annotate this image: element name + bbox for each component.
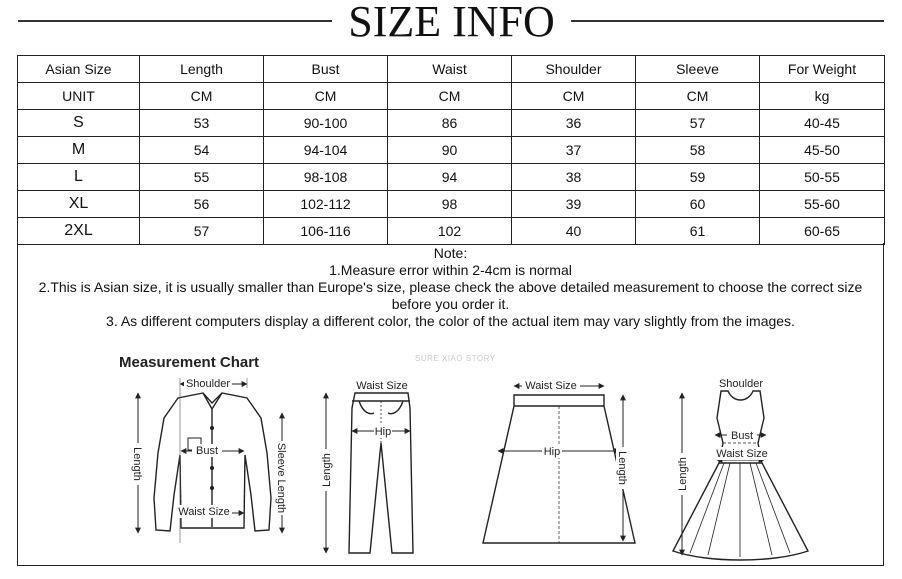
dress-waist-label: Waist Size — [716, 448, 768, 460]
size-cell: 2XL — [18, 218, 140, 245]
table-row — [18, 191, 885, 218]
table-cell: 53 — [140, 110, 264, 137]
dress-bust-label: Bust — [730, 430, 754, 442]
unit-cell: CM — [636, 83, 760, 110]
table-cell: 59 — [636, 164, 760, 191]
note-line-1: 1.Measure error within 2-4cm is normal — [329, 262, 572, 278]
unit-cell: CM — [140, 83, 264, 110]
shirt-shoulder-label: Shoulder — [185, 378, 231, 390]
unit-cell: CM — [388, 83, 512, 110]
note-heading: Note: — [433, 245, 468, 261]
size-cell: M — [18, 137, 140, 164]
table-cell: 37 — [512, 137, 636, 164]
column-header: Asian Size — [18, 56, 140, 83]
table-row — [18, 137, 885, 164]
dress-length-label: Length — [677, 457, 689, 491]
table-cell: 54 — [140, 137, 264, 164]
pants-hip-label: Hip — [374, 426, 392, 438]
measurement-chart-title: Measurement Chart — [119, 354, 260, 371]
table-cell: 36 — [512, 110, 636, 137]
pants-length-label: Length — [321, 453, 333, 487]
table-cell: 56 — [140, 191, 264, 218]
unit-cell: CM — [264, 83, 388, 110]
size-cell: S — [18, 110, 140, 137]
column-header: For Weight — [760, 56, 885, 83]
table-cell: 61 — [636, 218, 760, 245]
title-rule-left — [18, 20, 332, 22]
note-line-2: 2.This is Asian size, it is usually smaller than Europe's size, please check the above detailed measurement to choose the correct size — [38, 279, 863, 295]
table-cell: 39 — [512, 191, 636, 218]
column-header: Shoulder — [512, 56, 636, 83]
unit-cell: kg — [760, 83, 885, 110]
unit-row — [18, 83, 885, 110]
size-cell: L — [18, 164, 140, 191]
column-header: Waist — [388, 56, 512, 83]
table-cell: 60 — [636, 191, 760, 218]
shirt-bust-label: Bust — [195, 445, 219, 457]
unit-cell: CM — [512, 83, 636, 110]
table-cell: 106-116 — [264, 218, 388, 245]
table-cell: 55 — [140, 164, 264, 191]
column-header: Sleeve — [636, 56, 760, 83]
skirt-waist-label: Waist Size — [525, 380, 577, 392]
pants-diagram — [349, 393, 413, 553]
title-row — [0, 0, 902, 52]
table-cell: 50-55 — [760, 164, 885, 191]
size-table — [17, 55, 885, 245]
table-cell: 55-60 — [760, 191, 885, 218]
table-cell: 60-65 — [760, 218, 885, 245]
table-cell: 98 — [388, 191, 512, 218]
table-cell: 40-45 — [760, 110, 885, 137]
table-row — [18, 218, 885, 245]
header-row — [18, 56, 885, 83]
table-row — [18, 164, 885, 191]
column-header: Length — [140, 56, 264, 83]
measurement-diagrams — [18, 243, 883, 565]
skirt-length-label: Length — [616, 451, 628, 485]
table-cell: 102-112 — [264, 191, 388, 218]
note-line-2-cont: before you order it. — [391, 296, 510, 312]
table-cell: 90 — [388, 137, 512, 164]
shirt-waist-label: Waist Size — [178, 506, 230, 518]
pants-waist-label: Waist Size — [356, 380, 408, 392]
table-cell: 102 — [388, 218, 512, 245]
table-cell: 94-104 — [264, 137, 388, 164]
skirt-hip-label: Hip — [543, 446, 561, 458]
notes-box — [17, 243, 884, 566]
table-cell: 57 — [140, 218, 264, 245]
table-cell: 45-50 — [760, 137, 885, 164]
page-title: SIZE INFO — [348, 0, 555, 46]
table-cell: 38 — [512, 164, 636, 191]
table-cell: 86 — [388, 110, 512, 137]
shirt-length-label: Length — [131, 447, 143, 481]
shirt-sleeve-label: Sleeve Length — [275, 442, 287, 514]
column-header: Bust — [264, 56, 388, 83]
size-cell: XL — [18, 191, 140, 218]
unit-cell: UNIT — [18, 83, 140, 110]
dress-shoulder-label: Shoulder — [718, 378, 764, 390]
table-cell: 58 — [636, 137, 760, 164]
skirt-diagram — [483, 395, 635, 543]
table-cell: 94 — [388, 164, 512, 191]
table-cell: 40 — [512, 218, 636, 245]
title-rule-right — [571, 20, 884, 22]
table-cell: 98-108 — [264, 164, 388, 191]
dress-diagram — [673, 391, 808, 560]
watermark: SURE XIAO STORY — [415, 354, 496, 363]
table-cell: 90-100 — [264, 110, 388, 137]
table-cell: 57 — [636, 110, 760, 137]
note-line-3: 3. As different computers display a different color, the color of the actual item may vary slightly from the images. — [106, 313, 795, 329]
table-row — [18, 110, 885, 137]
